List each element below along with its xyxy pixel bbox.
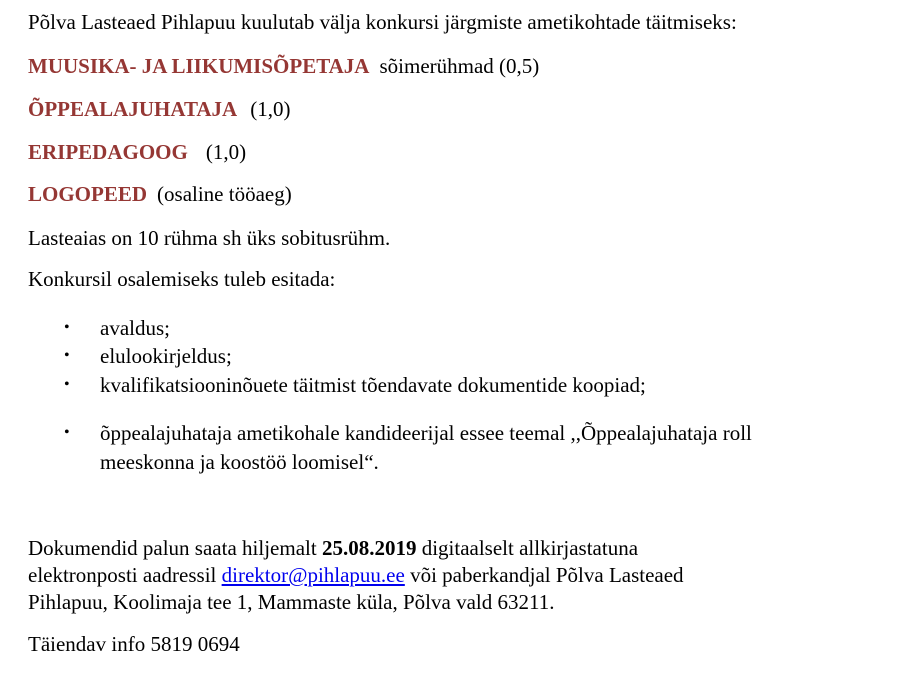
position-head-of-studies (28, 97, 290, 121)
bullet-icon: • (64, 347, 70, 364)
requirements-heading: Konkursil osalemiseks tuleb esitada: (28, 267, 336, 291)
position-speech-therapist (28, 182, 292, 206)
submission-text: digitaalselt allkirjastatuna (421, 536, 639, 560)
list-item: õppealajuhataja ametikohale kandideerijal essee teemal ,,Õppealajuhataja roll (100, 421, 752, 445)
position-detail: (osaline tööaeg) (157, 182, 292, 206)
bullet-icon: • (64, 424, 70, 441)
submission-text: elektronposti aadressil (28, 563, 217, 587)
position-title: MUUSIKA- JA LIIKUMISÕPETAJA (28, 54, 370, 78)
list-item-continuation: meeskonna ja koostöö loomisel“. (100, 450, 379, 474)
contact-info: Täiendav info 5819 0694 (28, 632, 240, 656)
submission-line-3: Pihlapuu, Koolimaja tee 1, Mammaste küla, Põlva vald 63211. (28, 590, 555, 614)
bullet-icon: • (64, 319, 70, 336)
groups-info: Lasteaias on 10 rühma sh üks sobitusrühm. (28, 226, 391, 250)
deadline-date: 25.08.2019 (321, 536, 417, 560)
submission-line-1 (28, 536, 638, 560)
bullet-icon: • (64, 376, 70, 393)
email-link[interactable]: direktor@pihlapuu.ee (221, 563, 405, 587)
position-music-movement-teacher (28, 54, 539, 78)
intro-text: Põlva Lasteaed Pihlapuu kuulutab välja konkursi järgmiste ametikohtade täitmiseks: (28, 10, 737, 34)
list-item: elulookirjeldus; (100, 344, 232, 368)
position-title: ERIPEDAGOOG (28, 140, 188, 164)
position-detail: sõimerühmad (0,5) (379, 54, 540, 78)
position-title: ÕPPEALAJUHATAJA (28, 97, 238, 121)
position-special-educator (28, 140, 246, 164)
list-item: avaldus; (100, 316, 170, 340)
submission-text: Dokumendid palun saata hiljemalt (28, 536, 317, 560)
position-detail: (1,0) (205, 140, 247, 164)
submission-line-2 (28, 563, 684, 587)
position-title: LOGOPEED (28, 182, 148, 206)
list-item: kvalifikatsiooninõuete täitmist tõendavate dokumentide koopiad; (100, 373, 646, 397)
position-detail: (1,0) (250, 97, 291, 121)
submission-text: või paberkandjal Põlva Lasteaed (410, 563, 684, 587)
